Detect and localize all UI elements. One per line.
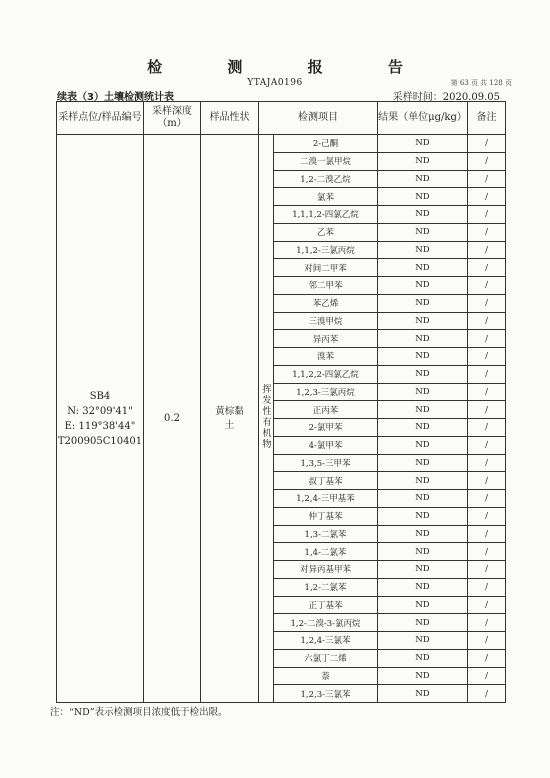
row-note: / (468, 490, 506, 508)
header-property: 样品性状 (201, 102, 259, 135)
row-result: ND (378, 419, 468, 437)
row-note: / (468, 614, 506, 632)
row-result: ND (378, 685, 468, 703)
row-note: / (468, 419, 506, 437)
row-item: 1,2-二溴乙烷 (274, 170, 378, 188)
row-item: 三溴甲烷 (274, 312, 378, 330)
row-note: / (468, 365, 506, 383)
row-note: / (468, 152, 506, 170)
row-note: / (468, 223, 506, 241)
row-item: 1,1,2,2-四氯乙烷 (274, 365, 378, 383)
row-item: 对间二甲苯 (274, 259, 378, 277)
row-note: / (468, 454, 506, 472)
category-label: 挥发性有机物 (260, 384, 271, 450)
row-item: 仲丁基苯 (274, 507, 378, 525)
row-note: / (468, 330, 506, 348)
row-item: 溴苯 (274, 348, 378, 366)
row-item: 乙苯 (274, 223, 378, 241)
report-number: YTAJA0196 (247, 78, 303, 88)
row-note: / (468, 578, 506, 596)
category-cell (259, 135, 274, 703)
row-item: 1,1,1,2-四氯乙烷 (274, 206, 378, 224)
table-subtitle: 续表（3）土壤检测统计表 (57, 92, 174, 103)
row-note: / (468, 188, 506, 206)
row-note: / (468, 206, 506, 224)
row-note: / (468, 277, 506, 295)
row-item: 1,2-二溴-3-氯丙烷 (274, 614, 378, 632)
row-item: 1,2,4-三甲基苯 (274, 490, 378, 508)
row-item: 二溴一氯甲烷 (274, 152, 378, 170)
row-note: / (468, 685, 506, 703)
row-note: / (468, 507, 506, 525)
sample-property-text: 黄棕黏土 (215, 405, 244, 431)
row-note: / (468, 294, 506, 312)
row-item: 氯苯 (274, 188, 378, 206)
row-result: ND (378, 649, 468, 667)
row-result: ND (378, 223, 468, 241)
footnote: 注：“ND”表示检测项目浓度低于检出限。 (50, 707, 228, 718)
row-result: ND (378, 135, 468, 153)
row-item: 1,3,5-三甲苯 (274, 454, 378, 472)
soil-test-table (56, 101, 506, 703)
row-result: ND (378, 241, 468, 259)
row-note: / (468, 348, 506, 366)
table-row (57, 135, 506, 153)
row-item: 2-氯甲苯 (274, 419, 378, 437)
row-result: ND (378, 525, 468, 543)
row-result: ND (378, 472, 468, 490)
sample-depth: 0.2 (144, 135, 201, 703)
row-result: ND (378, 294, 468, 312)
row-item: 1,2,3-三氯丙烷 (274, 383, 378, 401)
row-result: ND (378, 188, 468, 206)
row-result: ND (378, 312, 468, 330)
row-note: / (468, 667, 506, 685)
row-item: 六氯丁二烯 (274, 649, 378, 667)
row-item: 1,2,4-三氯苯 (274, 632, 378, 650)
row-item: 1,1,2-三氯丙烷 (274, 241, 378, 259)
row-note: / (468, 383, 506, 401)
row-result: ND (378, 348, 468, 366)
row-note: / (468, 241, 506, 259)
row-item: 萘 (274, 667, 378, 685)
row-note: / (468, 170, 506, 188)
sample-lat: N: 32°09'41" (67, 405, 133, 417)
sample-point: SB4 (89, 390, 111, 402)
row-result: ND (378, 330, 468, 348)
row-result: ND (378, 490, 468, 508)
header-result: 结果（单位μg/kg） (378, 102, 468, 135)
row-note: / (468, 632, 506, 650)
row-note: / (468, 259, 506, 277)
row-result: ND (378, 365, 468, 383)
row-result: ND (378, 454, 468, 472)
sample-code: T200905C10401 (57, 435, 143, 447)
sample-lon: E: 119°38'44" (64, 420, 136, 432)
row-result: ND (378, 383, 468, 401)
row-item: 1,4-二氯苯 (274, 543, 378, 561)
row-item: 对异丙基甲苯 (274, 561, 378, 579)
sample-point-cell (57, 135, 144, 703)
row-result: ND (378, 667, 468, 685)
report-title: 检 测 报 告 (147, 58, 433, 76)
row-result: ND (378, 614, 468, 632)
row-note: / (468, 525, 506, 543)
row-item: 1,2,3-三氯苯 (274, 685, 378, 703)
row-item: 异丙苯 (274, 330, 378, 348)
row-note: / (468, 649, 506, 667)
row-result: ND (378, 596, 468, 614)
row-item: 正丁基苯 (274, 596, 378, 614)
header-test-item: 检测项目 (259, 102, 378, 135)
header-sample-point: 采样点位/样品编号 (57, 102, 144, 135)
row-item: 4-氯甲苯 (274, 436, 378, 454)
row-note: / (468, 561, 506, 579)
row-note: / (468, 436, 506, 454)
row-note: / (468, 401, 506, 419)
sample-time: 采样时间：2020.09.05 (392, 92, 500, 103)
header-note: 备注 (468, 102, 506, 135)
row-note: / (468, 596, 506, 614)
row-result: ND (378, 507, 468, 525)
row-result: ND (378, 206, 468, 224)
row-result: ND (378, 277, 468, 295)
row-result: ND (378, 259, 468, 277)
row-item: 叔丁基苯 (274, 472, 378, 490)
page-number: 第 63 页 共 128 页 (450, 79, 512, 87)
row-item: 邻二甲苯 (274, 277, 378, 295)
row-note: / (468, 135, 506, 153)
row-note: / (468, 543, 506, 561)
row-result: ND (378, 543, 468, 561)
table-header-row (57, 102, 506, 135)
row-note: / (468, 472, 506, 490)
row-result: ND (378, 436, 468, 454)
header-depth: 采样深度（m） (144, 102, 201, 135)
row-item: 苯乙烯 (274, 294, 378, 312)
row-item: 正丙苯 (274, 401, 378, 419)
row-item: 1,3-二氯苯 (274, 525, 378, 543)
row-result: ND (378, 561, 468, 579)
row-result: ND (378, 632, 468, 650)
row-note: / (468, 312, 506, 330)
row-result: ND (378, 578, 468, 596)
row-result: ND (378, 152, 468, 170)
row-result: ND (378, 401, 468, 419)
row-result: ND (378, 170, 468, 188)
row-item: 1,2-二氯苯 (274, 578, 378, 596)
sample-property (201, 135, 259, 703)
row-item: 2-己酮 (274, 135, 378, 153)
